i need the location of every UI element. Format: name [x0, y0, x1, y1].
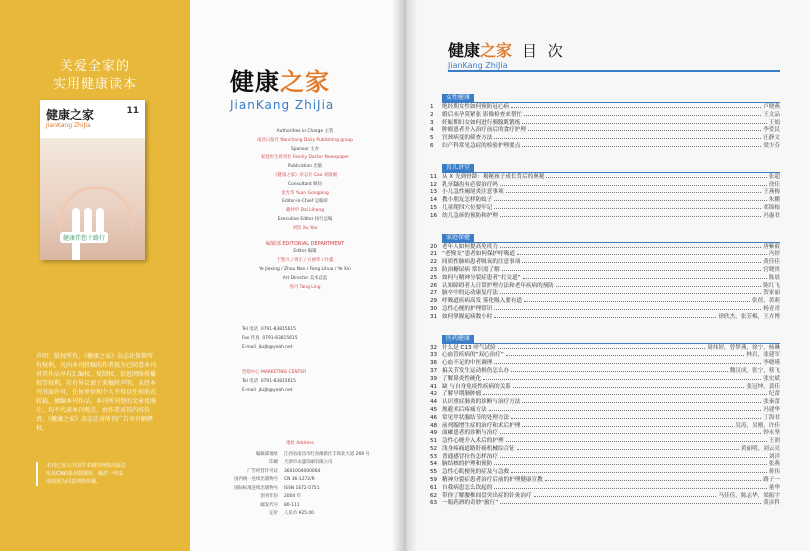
toc-leader-dots [511, 468, 767, 473]
credit-en: Executive Editor 执行总编 [277, 216, 333, 222]
table-of-contents [430, 80, 780, 507]
toc-entry[interactable] [430, 367, 780, 375]
toc-page-number: 21 [430, 251, 438, 258]
toc-title: 目 次 [522, 42, 566, 60]
toc-entry-author: 王文品 [763, 111, 780, 118]
toc-entry[interactable] [430, 212, 780, 220]
toc-entry-author: 周炜婷，曾梦燕，徐宁，杨琳 [707, 344, 780, 351]
toc-entry-author: 冯建华 [763, 406, 780, 413]
toc-entry[interactable] [430, 297, 780, 305]
toc-entry[interactable] [430, 134, 780, 142]
address-row: 印刷 天津市永盛印刷有限公司 [269, 460, 333, 465]
toc-leader-dots [523, 274, 767, 279]
toc-entry-author: 林岩，张建军 [746, 352, 780, 359]
toc-entry-author: 冯惠君 [763, 212, 780, 219]
toc-page-number: 11 [430, 173, 438, 180]
yellow-band [0, 0, 190, 551]
toc-entry[interactable] [430, 289, 780, 297]
toc-page-number: 52 [430, 445, 438, 452]
toc-page-number: 54 [430, 461, 438, 468]
toc-entry-title: 小儿急性阑尾炎注意事项 [442, 189, 504, 196]
toc-leader-dots [500, 499, 761, 504]
edit-credit: Editor 编辑 [293, 249, 317, 255]
toc-section [430, 84, 780, 150]
toc-entry-author: 刘洋 [768, 453, 780, 460]
database-note: 本刊已加入中国学术期刊网络出版总库及CNKI系列数据库，稿件一经采用即视为同意网络传播。 [36, 462, 126, 486]
toc-entry-title: 妊娠期妇女如何进行胰腺肌锻炼 [442, 119, 521, 126]
contact-block [242, 325, 306, 395]
toc-page-number: 53 [430, 453, 438, 460]
toc-leader-dots [494, 313, 716, 318]
toc-entry-title: 间质性肺病患者吸氧的注意事项 [442, 259, 521, 266]
toc-entry[interactable] [430, 204, 780, 212]
toc-page-number: 49 [430, 430, 438, 437]
toc-page-number: 45 [430, 406, 438, 413]
toc-entry[interactable] [430, 476, 780, 484]
credit-cn: 金光华 Yuan Gongping [281, 190, 329, 196]
toc-entry-title: 急性心梗的护理常识 [442, 305, 493, 312]
toc-section-title: 女性健康 [442, 94, 474, 102]
toc-entry-author: 张秦蕾 [763, 399, 780, 406]
toc-page-number: 44 [430, 399, 438, 406]
toc-page-number: 25 [430, 274, 438, 281]
toc-entry[interactable] [430, 243, 780, 251]
toc-entry-title: 什么是 C13 呼气试验 [442, 344, 496, 351]
book-gutter-shadow [392, 0, 418, 551]
toc-leader-dots [534, 492, 717, 497]
toc-entry[interactable] [430, 274, 780, 282]
credit-cn: 《健康之家》杂志社 Cao 刘敏刚 [273, 172, 337, 178]
toc-leader-dots [545, 476, 762, 481]
credit-en: Editor-in-Chief 总编审 [282, 199, 328, 205]
toc-entry-title: 浅身疼痛道路肝癌机械综合征 [442, 445, 515, 452]
toc-page-number: 31 [430, 313, 438, 320]
toc-entry[interactable] [430, 266, 780, 274]
toc-leader-dots [494, 359, 761, 364]
toc-page-number: 55 [430, 469, 438, 476]
toc-entry-author: 汪静文 [763, 135, 780, 142]
toc-entry-title: 急性心梗介入术后的护理 [442, 438, 504, 445]
toc-entry-author: 卢晓燕 [763, 104, 780, 110]
contact-row: E-mail jkzjb@yeah.net [242, 388, 293, 393]
toc-entry-title: 防治糖尿病 常识需了解 [442, 266, 500, 273]
toc-entry-title: 自我病患怎么饮起的 [442, 484, 493, 491]
toc-entry-author: 黄彦科 [763, 500, 780, 507]
toc-entry-title: 肿瘤患者介入治疗前后的食疗护理 [442, 127, 526, 134]
toc-page-number: 63 [430, 500, 438, 507]
toc-leader-dots [483, 375, 761, 380]
toc-entry-title: 呼吸道疾病高发 雾化吸入要有道 [442, 298, 523, 305]
toc-page-number: 23 [430, 266, 438, 273]
toc-entry-author: 陈晨 [768, 274, 780, 281]
address-heading: 地址 Address [286, 441, 314, 446]
toc-pinyin: JianKang ZhiJia [448, 61, 508, 70]
toc-entry-author: 张冠坤，裴佳 [746, 383, 780, 390]
toc-entry-title: 婚后未孕莫紧张 影像检查来帮忙 [442, 111, 523, 118]
toc-page-number: 4 [430, 127, 434, 134]
toc-entry-title: 老年人如何提高免疫力 [442, 243, 498, 250]
toc-leader-dots [517, 250, 767, 255]
toc-entry-title: 从 X 光到骨龄：揭秘孩子成长背后的奥秘 [442, 173, 545, 180]
toc-entry[interactable] [430, 453, 780, 461]
credit-cn: 戴仲甲 Dai Lihong [286, 208, 324, 214]
toc-leader-dots [511, 367, 728, 372]
toc-entry[interactable] [430, 313, 780, 321]
toc-entry-author: 黄丽明，刘云亮 [740, 445, 780, 452]
contact-row: Tel 电话 0791-83815615 [242, 327, 296, 332]
toc-section-title: 家庭保健 [442, 234, 474, 242]
toc-entry-title: 精神分裂症患者治疗后前的护理健康宣教 [442, 477, 543, 484]
toc-leader-dots [524, 111, 761, 116]
credit-en: Authorities in Charge 主管 [276, 129, 334, 134]
toc-entry[interactable] [430, 468, 780, 476]
toc-entry[interactable] [430, 250, 780, 258]
toc-entry[interactable] [430, 103, 780, 111]
toc-entry-author: 陈红飞 [763, 282, 780, 289]
toc-section [430, 154, 780, 220]
toc-section [430, 224, 780, 321]
toc-entry-title: 教小朋友怎样防蚊子 [442, 197, 493, 204]
toc-page-number: 13 [430, 189, 438, 196]
toc-page-number: 62 [430, 492, 438, 499]
toc-page-number: 48 [430, 422, 438, 429]
toc-entry-author: 马佳佳，陈志华，梁振宇 [718, 492, 780, 499]
toc-entry-author: 杨青青 [763, 305, 780, 312]
toc-entry[interactable] [430, 142, 780, 150]
toc-entry[interactable] [430, 126, 780, 134]
credit-en: Consultant 顾问 [288, 181, 322, 187]
toc-leader-dots [500, 243, 761, 248]
toc-entry-author: 张燕 [768, 461, 780, 468]
toc-entry-title: 面瘫患者的诊断与治疗 [442, 430, 498, 437]
toc-entry-author: 王润 [768, 438, 780, 445]
toc-entry[interactable] [430, 181, 780, 189]
toc-entry-title: 如何掌握起病数小时 [442, 313, 493, 320]
toc-entry-title: 脑卒中的运动康复疗法 [442, 290, 498, 297]
toc-page-number: 1 [430, 104, 434, 110]
toc-entry-author: 纪蕾 [768, 391, 780, 398]
toc-entry-title: 规避术后疼痛方法 [442, 406, 487, 413]
toc-leader-dots [511, 414, 761, 419]
toc-leader-dots [513, 383, 745, 388]
toc-entry-author: 王燕梅 [763, 189, 780, 196]
toc-entry-title: 如何与精神分裂症患者“打交道” [442, 274, 521, 281]
cover-thumbnail [40, 100, 145, 260]
toc-page-number: 5 [430, 135, 434, 142]
toc-page-number: 41 [430, 383, 438, 390]
toc-page-number: 22 [430, 259, 438, 266]
toc-entry-title: 儿童爬四穴位要牢记 [442, 204, 493, 211]
toc-page-number: 51 [430, 438, 438, 445]
cover-pinyin: JianKang ZhiJia [46, 122, 91, 129]
toc-entry-title: 脑结核的护理和预防 [442, 461, 493, 468]
toc-entry-author: 吴涛，吴刚，许佳 [735, 422, 780, 429]
toc-entry-title: 绝经期女性如何预防冠心病 [442, 104, 510, 110]
toc-leader-dots [494, 196, 766, 201]
toc-entry-author: 张超 [768, 173, 780, 180]
toc-entry[interactable] [430, 359, 780, 367]
toc-page-number: 2 [430, 111, 434, 118]
edit-credit: Ye Jiexing / Zhou Nan / Fang Lihua / Ye Xin [259, 266, 351, 272]
toc-entry-author: 魏汉成，张宁，蔡飞 [729, 367, 780, 374]
toc-leader-dots [483, 390, 767, 395]
toc-entry[interactable] [430, 344, 780, 352]
toc-leader-dots [500, 212, 761, 217]
toc-entry-title: “老慢支”患者如何保护呼吸道 [442, 251, 515, 258]
credit-cn: 刘钧 Xu Yao [292, 225, 318, 231]
toc-entry[interactable] [430, 258, 780, 266]
toc-leader-dots [494, 460, 766, 465]
toc-leader-dots [502, 266, 761, 271]
toc-page-number: 36 [430, 360, 438, 367]
toc-entry-title: 心血管疾病的“双心治疗” [442, 352, 504, 359]
toc-leader-dots [506, 351, 745, 356]
toc-leader-dots [500, 429, 761, 434]
masthead-title: 健康之家 [230, 68, 330, 96]
toc-page-number: 30 [430, 305, 438, 312]
toc-leader-dots [494, 484, 766, 489]
toc-entry-title: 常见甲状腺结节的处理方法 [442, 414, 510, 421]
toc-entry-author: 李晓瑾 [763, 360, 780, 367]
toc-entry-author: 朱鹏 [768, 197, 780, 204]
toc-leader-dots [528, 126, 761, 131]
toc-entry[interactable] [430, 499, 780, 507]
toc-entry-author: 徐欣杰，张芳梅，王卉博 [718, 313, 780, 320]
toc-entry-author: 李爱民 [763, 127, 780, 134]
toc-entry[interactable] [430, 398, 780, 406]
masthead-pinyin: JianKang ZhiJia [230, 98, 335, 112]
toc-entry[interactable] [430, 429, 780, 437]
toc-entry[interactable] [430, 173, 780, 181]
toc-entry[interactable] [430, 305, 780, 313]
copyright-notice: 声明：版权所有，《健康之家》杂志社保留所有权利，凡向本刊投稿的作者视为已同意本刊对其作品享有汇编权、复制权、信息网络传播权等权利，若有异议请于来稿时声明。未经本刊书面许可，任何单位和个人不得以任何形式转载、摘编本刊作品。本刊所刊登的文章及图片，均不代表本刊观点，由作者对其内容负责。《健康之家》杂志社对所刊广告享有解释权。 [36, 353, 157, 432]
toc-entry-title: 搞关节发生运动损伤怎么办 [442, 367, 510, 374]
credit-en: Sponsor 主办 [291, 146, 319, 152]
toc-page-number: 61 [430, 484, 438, 491]
credit-cn: 家庭医生周刊社 Family Doctor Newspaper [260, 155, 350, 161]
toc-entry-author: 董华 [768, 484, 780, 491]
toc-entry[interactable] [430, 383, 780, 391]
toc-entry-author: 梁少芬 [763, 142, 780, 149]
toc-leader-dots [500, 453, 767, 458]
toc-entry[interactable] [430, 460, 780, 468]
toc-page-number: 29 [430, 298, 438, 305]
toc-leader-dots [522, 258, 761, 263]
toc-entry[interactable] [430, 484, 780, 492]
toc-entry[interactable] [430, 445, 780, 453]
toc-page-number: 6 [430, 142, 434, 149]
toc-header [448, 38, 566, 70]
toc-leader-dots [500, 289, 761, 294]
credit-en: Publication 出版 [287, 164, 323, 170]
toc-entry-title: 妇产科常见急症的检验护理要点 [442, 142, 521, 149]
toc-entry-title: 心血不足的中医调理 [442, 360, 493, 367]
contact-row: Tel 电话 0791-83815615 [242, 379, 296, 384]
toc-entry-title: 了解鼻炎性硬化 [442, 375, 482, 382]
toc-page-number: 12 [430, 181, 438, 188]
toc-page-number: 32 [430, 344, 438, 351]
address-block [220, 440, 380, 519]
toc-leader-dots [511, 103, 761, 108]
toc-page-number: 59 [430, 477, 438, 484]
editorial-dept-heading: 编辑部 EDITORIAL DEPARTMENT [265, 240, 345, 247]
toc-entry-author: 黄佳佳 [763, 259, 780, 266]
toc-leader-dots [489, 406, 761, 411]
tagline [30, 58, 160, 94]
toc-section [430, 325, 780, 508]
toc-entry-title: 认识重症肺炎的诊断与治疗方法 [442, 399, 521, 406]
edit-credit: 于紫兴 / 周正 / 方丽华 / 叶鑫 [276, 258, 334, 264]
toc-page-number: 20 [430, 243, 438, 250]
toc-leader-dots [506, 188, 762, 193]
toc-entry-title: 幼儿急疹的预防和护理 [442, 212, 498, 219]
address-row: 编辑部地址 江西省南昌市红谷滩新区丰和北大道 269 号 [256, 451, 370, 457]
toc-page-number: 39 [430, 375, 438, 382]
toc-entry[interactable] [430, 437, 780, 445]
toc-entry[interactable] [430, 406, 780, 414]
address-row: 国际标准连续出版物号 ISSN 1672-5751 [234, 485, 320, 491]
address-row: 创刊年份 2004 年 [260, 494, 301, 499]
toc-rule [448, 70, 780, 72]
toc-entry[interactable] [430, 282, 780, 290]
address-row: 定价 人民币 ¥25.00 [269, 511, 314, 516]
toc-entry[interactable] [430, 492, 780, 500]
toc-entry-author: 徐佳 [768, 181, 780, 188]
toc-leader-dots [494, 305, 761, 310]
toc-entry[interactable] [430, 422, 780, 430]
toc-entry-title: 缺 与自身免疫性疾病的关系 [442, 383, 511, 390]
cover-title: 健康之家 [46, 108, 95, 122]
toc-entry-title: 一瓶药酒的奇妙“旅行” [442, 500, 499, 507]
toc-entry[interactable] [430, 188, 780, 196]
toc-section-title: 医药健康 [442, 335, 474, 343]
toc-entry-author: 官晓贵 [763, 266, 780, 273]
toc-entry-author: 唐紫毅 [763, 243, 780, 250]
toc-entry-author: 贺家丽 [763, 290, 780, 297]
toc-entry[interactable] [430, 414, 780, 422]
cover-badge: 健康伴您十路行 [60, 232, 108, 243]
cover-issue: 11 [126, 106, 139, 116]
address-row: 广告经营许可证 3601004000064 [247, 468, 321, 474]
toc-leader-dots [517, 445, 739, 450]
toc-entry-author: 蒋伟 [768, 469, 780, 476]
toc-entry-title: 前列腺增生症的治疗和术后护理 [442, 422, 521, 429]
toc-entry-title: 急性心肌梗死的症及与急救 [442, 469, 510, 476]
toc-entry[interactable] [430, 119, 780, 127]
toc-leader-dots [494, 204, 761, 209]
toc-entry-title: 乳牙龋齿有必要治疗吗 [442, 181, 498, 188]
toc-brand: 健康之家 [448, 41, 513, 60]
toc-entry-author: 张宏斌 [763, 375, 780, 382]
edit-credit: 汤丹 Tang Ling [289, 284, 321, 290]
toc-page-number: 46 [430, 414, 438, 421]
edit-credit: Art Director 美术总监 [282, 275, 328, 281]
toc-page-number: 14 [430, 197, 438, 204]
credit-cn: 南昌日报社 Nanchang Daily Publishing group [256, 137, 354, 143]
toc-entry-author: 冯婷 [768, 251, 780, 258]
toc-entry-title: 带你了解腰椎间盘突出症的针灸治疗 [442, 492, 532, 499]
marketing-heading: 营销中心 MARKETING CENTER [242, 370, 307, 375]
toc-page-number: 3 [430, 119, 434, 126]
toc-leader-dots [522, 398, 761, 403]
address-row: 国内统一连续出版物号 CN 36-1272/R [234, 477, 315, 482]
toc-entry[interactable] [430, 390, 780, 398]
toc-page-number: 37 [430, 367, 438, 374]
toc-page-number: 42 [430, 391, 438, 398]
toc-entry-title: 宫颈病变的筛查方法 [442, 135, 493, 142]
toc-entry-title: 了解早期肺肿瘤 [442, 391, 482, 398]
toc-entry[interactable] [430, 196, 780, 204]
toc-leader-dots [524, 297, 750, 302]
toc-leader-dots [498, 344, 706, 349]
toc-section-title: 育儿讲堂 [442, 164, 474, 172]
toc-entry-title: 认知障碍者人日常护理方法和老年疾病的预防 [442, 282, 554, 289]
toc-page-number: 26 [430, 282, 438, 289]
toc-entry[interactable] [430, 375, 780, 383]
contact-row: Fax 传真 0791-83815615 [242, 336, 298, 341]
credits-block [240, 128, 370, 292]
contact-row: E-mail jkzjb@yeah.net [242, 345, 293, 350]
toc-entry-author: 丁海君 [763, 414, 780, 421]
toc-entry[interactable] [430, 111, 780, 119]
toc-entry-title: 普通感冒拉伤怎样治疗 [442, 453, 498, 460]
toc-page-number: 27 [430, 290, 438, 297]
toc-leader-dots [556, 282, 761, 287]
toc-entry-author: 邓锦根 [763, 204, 780, 211]
address-row: 邮发代号 80-111 [260, 502, 300, 508]
toc-leader-dots [522, 142, 761, 147]
toc-page-number: 16 [430, 212, 438, 219]
toc-leader-dots [500, 181, 767, 186]
tagline-line-1: 关爱全家的 [59, 59, 130, 74]
toc-page-number: 33 [430, 352, 438, 359]
toc-leader-dots [546, 173, 766, 178]
masthead [230, 62, 334, 112]
tagline-line-2: 实用健康读本 [52, 77, 137, 92]
toc-page-number: 15 [430, 204, 438, 211]
toc-entry[interactable] [430, 351, 780, 359]
toc-leader-dots [494, 134, 761, 139]
toc-leader-dots [522, 119, 766, 124]
toc-entry-author: 路子一 [763, 477, 780, 484]
toc-leader-dots [506, 437, 767, 442]
toc-entry-author: 王娟 [768, 119, 780, 126]
toc-leader-dots [522, 422, 733, 427]
toc-entry-author: 钟永坚 [763, 430, 780, 437]
toc-entry-author: 张蓓，黄莉 [752, 298, 780, 305]
